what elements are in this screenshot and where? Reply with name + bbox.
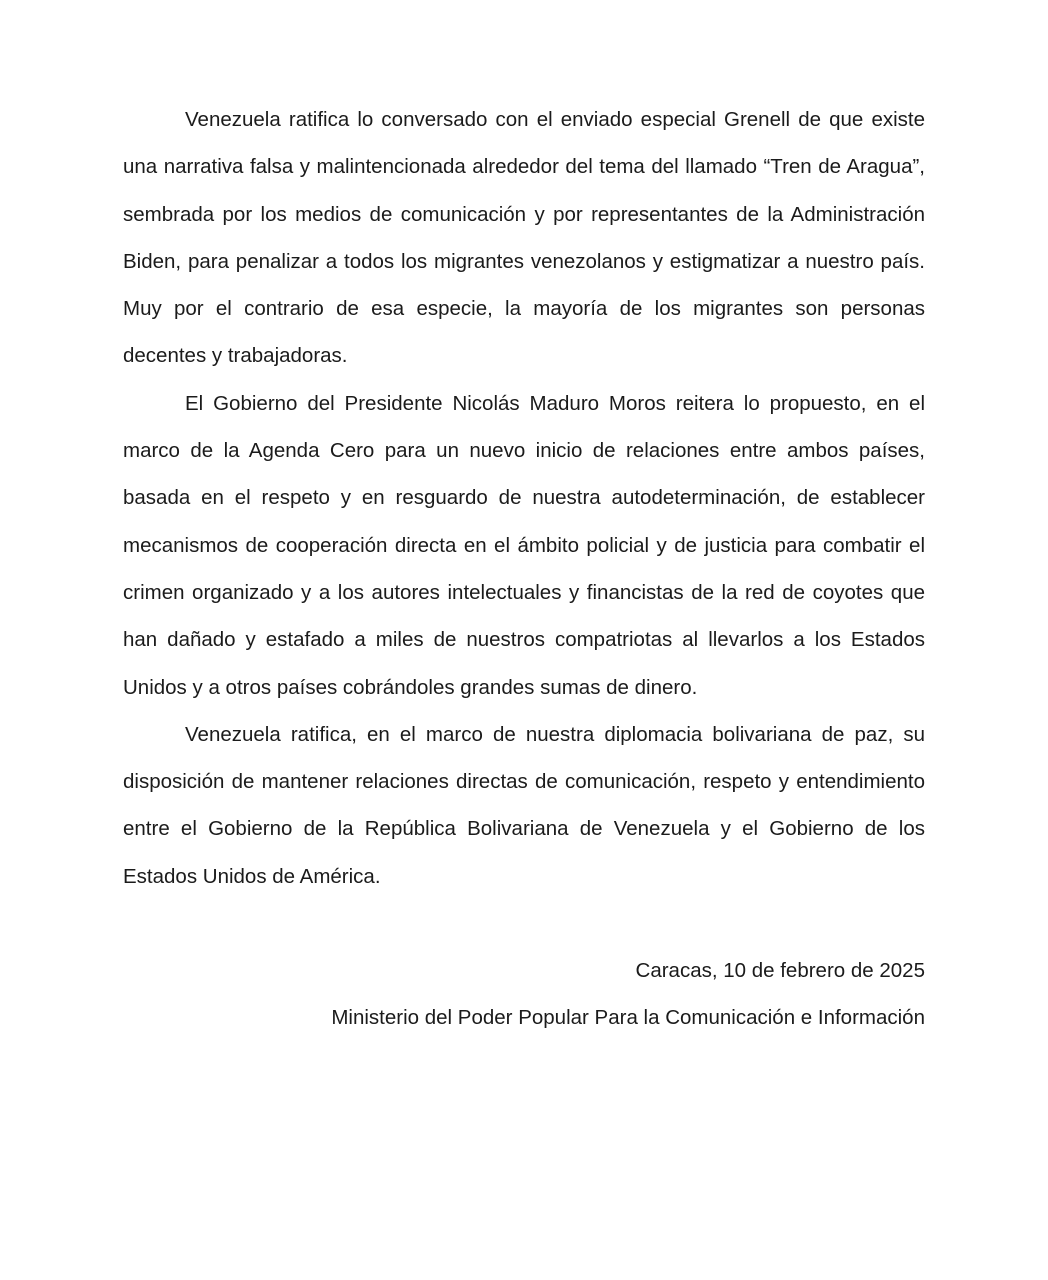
paragraph-1: Venezuela ratifica lo conversado con el enviado especial Grenell de que existe una narrativa falsa y malintencionada alrededor del tema del llamado “Tren de Aragua”, sembrada por los medios de comunicación y por representantes de la Administración Biden, para penalizar a todos los migrantes venezolanos y estigmatizar a nuestro país. Muy por el contrario de esa especie, la mayoría de los migrantes son personas decentes y trabajadoras. xyxy=(123,108,925,368)
paragraph-3: Venezuela ratifica, en el marco de nuestra diplomacia bolivariana de paz, su disposición de mantener relaciones directas de comunicación, respeto y entendimiento entre el Gobierno de la República Bolivariana de Venezuela y el Gobierno de los Estados Unidos de América. xyxy=(123,722,925,888)
closing-block xyxy=(331,947,925,1042)
statement-body xyxy=(123,96,925,900)
paragraph-2: El Gobierno del Presidente Nicolás Maduro Moros reitera lo propuesto, en el marco de la Agenda Cero para un nuevo inicio de relaciones entre ambos países, basada en el respeto y en resguardo de nuestra autodeterminación, de establecer mecanismos de cooperación directa en el ámbito policial y de justicia para combatir el crimen organizado y a los autores intelectuales y financistas de la red de coyotes que han dañado y estafado a miles de nuestros compatriotas al llevarlos a los Estados Unidos y a otros países cobrándoles grandes sumas de dinero. xyxy=(123,391,925,699)
signatory: Ministerio del Poder Popular Para la Comunicación e Información xyxy=(331,1006,925,1030)
place-date: Caracas, 10 de febrero de 2025 xyxy=(635,959,925,982)
